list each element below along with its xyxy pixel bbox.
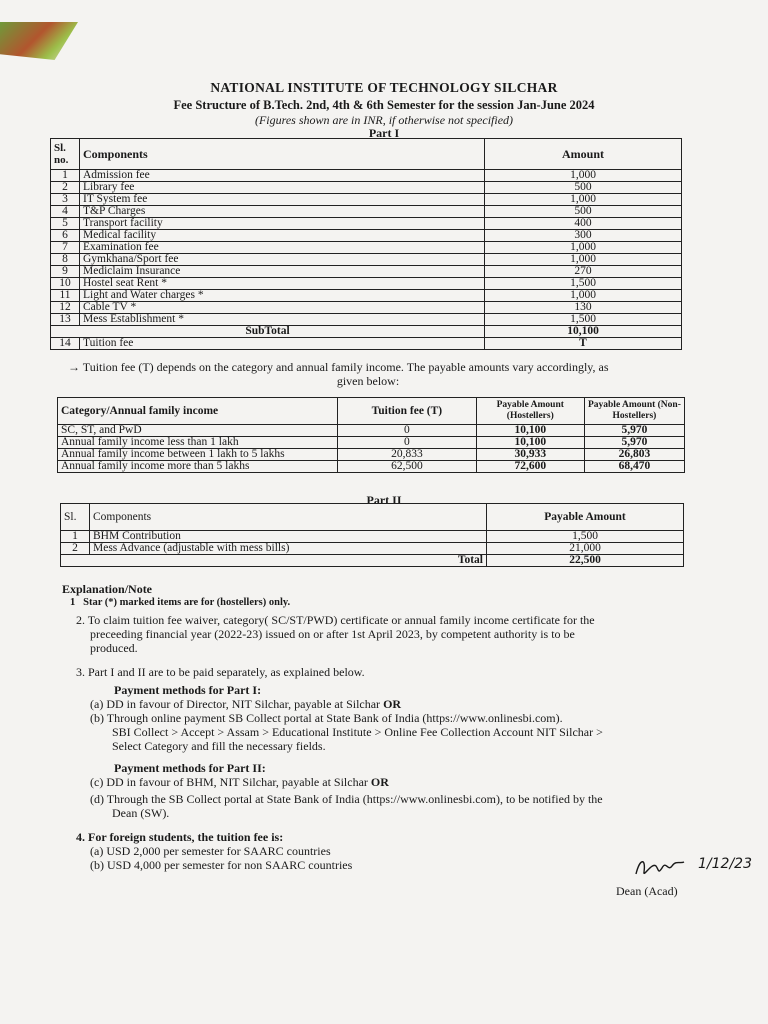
category-tuition: 0 xyxy=(338,437,477,449)
col-tuition-header: Tuition fee (T) xyxy=(338,398,477,425)
part1-table xyxy=(50,138,682,350)
row-sl: 1 xyxy=(51,170,80,182)
row-sl: 7 xyxy=(51,242,80,254)
institute-title: NATIONAL INSTITUTE OF TECHNOLOGY SILCHAR xyxy=(210,80,558,95)
row-component: T&P Charges xyxy=(80,206,485,218)
row-amount: 1,000 xyxy=(485,194,682,206)
part1-title: Part I xyxy=(368,126,400,140)
part2-rows xyxy=(61,531,684,555)
payment-c-num: (c) xyxy=(90,775,104,789)
payment-c xyxy=(90,775,702,789)
row-sl: 11 xyxy=(51,290,80,302)
row-component: Gymkhana/Sport fee xyxy=(80,254,485,266)
payment-d xyxy=(90,792,702,820)
arrow-icon: → xyxy=(68,360,80,374)
payment-b-line1: Through online payment SB Collect portal at State Bank of India (https://www.onlinesbi.com). xyxy=(106,711,563,725)
payment-a-or: OR xyxy=(383,697,402,711)
category-tuition: 0 xyxy=(338,425,477,437)
note-2-line2: preceeding financial year (2022-23) issued on or after 1st April 2023, by competent authority is to be xyxy=(90,627,575,641)
p2-row-component: BHM Contribution xyxy=(90,531,487,543)
category-rows xyxy=(58,425,685,473)
category-row xyxy=(58,437,685,449)
tuition-note-line1: Tuition fee (T) depends on the category and annual family income. The payable amounts vary accordingly, as xyxy=(82,360,609,374)
col-amount-header: Amount xyxy=(485,139,682,170)
category-row xyxy=(58,425,685,437)
note-3 xyxy=(76,665,702,679)
category-header-row xyxy=(58,398,685,425)
explanation-notes xyxy=(62,582,702,872)
row-sl: 8 xyxy=(51,254,80,266)
row-component: Light and Water charges * xyxy=(80,290,485,302)
p2-row-amount: 21,000 xyxy=(487,543,684,555)
part2-header-row xyxy=(61,504,684,531)
row-sl: 13 xyxy=(51,314,80,326)
row-amount: 1,500 xyxy=(485,278,682,290)
category-tuition: 20,833 xyxy=(338,449,477,461)
payment-part1-heading: Payment methods for Part I: xyxy=(114,683,262,697)
p2-col-components-header: Components xyxy=(90,504,487,531)
part2-total-row xyxy=(61,555,684,567)
row-sl: 10 xyxy=(51,278,80,290)
row-sl: 12 xyxy=(51,302,80,314)
row-amount: 130 xyxy=(485,302,682,314)
subtotal-value: 10,100 xyxy=(485,326,682,338)
subtotal-label: SubTotal xyxy=(51,326,485,338)
p2-row-component: Mess Advance (adjustable with mess bills) xyxy=(90,543,487,555)
part2-row xyxy=(61,531,684,543)
part1-row xyxy=(51,254,682,266)
payment-b xyxy=(90,711,702,753)
part1-row xyxy=(51,278,682,290)
note-4-text: For foreign students, the tuition fee is: xyxy=(88,830,284,844)
part1-row xyxy=(51,206,682,218)
category-tuition: 62,500 xyxy=(338,461,477,473)
part2-row xyxy=(61,543,684,555)
note-3-num: 3. xyxy=(76,665,85,679)
row-component: Hostel seat Rent * xyxy=(80,278,485,290)
row-amount: 1,000 xyxy=(485,170,682,182)
col-sl-header: Sl. no. xyxy=(51,139,80,170)
part1-row xyxy=(51,302,682,314)
part1-row xyxy=(51,182,682,194)
p2-row-sl: 2 xyxy=(61,543,90,555)
note-4b: (b) USD 4,000 per semester for non SAARC countries xyxy=(90,858,353,872)
note-1-text: Star (*) marked items are for (hostellers) only. xyxy=(83,597,291,608)
col-category-header: Category/Annual family income xyxy=(58,398,338,425)
payment-d-num: (d) xyxy=(90,792,104,806)
part2-total-label: Total xyxy=(61,555,487,567)
row-sl: 5 xyxy=(51,218,80,230)
row-component: Examination fee xyxy=(80,242,485,254)
category-name: Annual family income less than 1 lakh xyxy=(58,437,338,449)
category-row xyxy=(58,449,685,461)
payment-a xyxy=(90,697,702,711)
category-name: SC, ST, and PwD xyxy=(58,425,338,437)
row-component: Cable TV * xyxy=(80,302,485,314)
part2-table xyxy=(60,503,684,567)
row-amount: 500 xyxy=(485,206,682,218)
tuition-note xyxy=(68,360,708,388)
payment-b-line2: SBI Collect > Accept > Assam > Educational Institute > Online Fee Collection Account NIT Silchar > xyxy=(112,725,603,739)
row-component: Mess Establishment * xyxy=(80,314,485,326)
note-4a: (a) USD 2,000 per semester for SAARC countries xyxy=(90,844,331,858)
category-non-hostellers: 68,470 xyxy=(584,461,684,473)
category-non-hostellers: 26,803 xyxy=(584,449,684,461)
payment-a-num: (a) xyxy=(90,697,104,711)
signature xyxy=(632,852,752,887)
row-component: Medical facility xyxy=(80,230,485,242)
part1-row xyxy=(51,194,682,206)
payment-b-num: (b) xyxy=(90,711,104,725)
col-hostellers-header: Payable Amount (Hostellers) xyxy=(476,398,584,425)
payment-d-line2: Dean (SW). xyxy=(112,806,170,820)
signature-date: 1/12/23 xyxy=(698,856,752,872)
row-amount: 300 xyxy=(485,230,682,242)
row-amount: 1,500 xyxy=(485,314,682,326)
category-non-hostellers: 5,970 xyxy=(584,425,684,437)
row-component: Mediclaim Insurance xyxy=(80,266,485,278)
category-row xyxy=(58,461,685,473)
payment-c-text: DD in favour of BHM, NIT Silchar, payable at Silchar xyxy=(106,775,368,789)
notes-heading: Explanation/Note xyxy=(62,582,153,596)
row-sl: 2 xyxy=(51,182,80,194)
tuition-sl: 14 xyxy=(51,338,80,350)
p2-col-sl-header: Sl. xyxy=(61,504,90,531)
tuition-label: Tuition fee xyxy=(80,338,485,350)
row-amount: 270 xyxy=(485,266,682,278)
part1-row xyxy=(51,314,682,326)
row-sl: 9 xyxy=(51,266,80,278)
category-hostellers: 10,100 xyxy=(476,425,584,437)
tuition-row xyxy=(51,338,682,350)
payment-part2-heading: Payment methods for Part II: xyxy=(114,761,266,775)
part1-row xyxy=(51,170,682,182)
category-hostellers: 10,100 xyxy=(476,437,584,449)
note-1-num: 1 xyxy=(70,597,76,608)
row-component: Transport facility xyxy=(80,218,485,230)
tuition-note-line2: given below: xyxy=(336,374,400,388)
p2-row-sl: 1 xyxy=(61,531,90,543)
part1-header-row xyxy=(51,139,682,170)
note-2 xyxy=(76,613,702,655)
row-amount: 1,000 xyxy=(485,254,682,266)
row-amount: 1,000 xyxy=(485,242,682,254)
part1-row xyxy=(51,290,682,302)
payment-b-line3: Select Category and fill the necessary fields. xyxy=(112,739,326,753)
col-components-header: Components xyxy=(80,139,485,170)
category-hostellers: 30,933 xyxy=(476,449,584,461)
row-component: IT System fee xyxy=(80,194,485,206)
note-2-num: 2. xyxy=(76,613,85,627)
row-sl: 4 xyxy=(51,206,80,218)
note-4 xyxy=(76,830,702,844)
row-sl: 3 xyxy=(51,194,80,206)
note-1 xyxy=(70,596,702,610)
part2-title: Part II xyxy=(366,493,402,507)
category-hostellers: 72,600 xyxy=(476,461,584,473)
note-3-text: Part I and II are to be paid separately, as explained below. xyxy=(88,665,365,679)
row-sl: 6 xyxy=(51,230,80,242)
category-non-hostellers: 5,970 xyxy=(584,437,684,449)
category-name: Annual family income between 1 lakh to 5 lakhs xyxy=(58,449,338,461)
note-2-line1: To claim tuition fee waiver, category( SC/ST/PWD) certificate or annual family income certificate for the xyxy=(87,613,595,627)
payment-a-text: DD in favour of Director, NIT Silchar, payable at Silchar xyxy=(106,697,381,711)
row-component: Admission fee xyxy=(80,170,485,182)
p2-col-amount-header: Payable Amount xyxy=(487,504,684,531)
part1-row xyxy=(51,242,682,254)
note-4-num: 4. xyxy=(76,830,85,844)
part1-row xyxy=(51,218,682,230)
subtotal-row xyxy=(51,326,682,338)
row-amount: 400 xyxy=(485,218,682,230)
row-amount: 500 xyxy=(485,182,682,194)
category-name: Annual family income more than 5 lakhs xyxy=(58,461,338,473)
row-amount: 1,000 xyxy=(485,290,682,302)
figures-note: (Figures shown are in INR, if otherwise not specified) xyxy=(254,113,514,127)
part1-row xyxy=(51,266,682,278)
col-non-hostellers-header: Payable Amount (Non-Hostellers) xyxy=(584,398,684,425)
p2-row-amount: 1,500 xyxy=(487,531,684,543)
dean-designation: Dean (Acad) xyxy=(616,884,678,898)
note-2-line3: produced. xyxy=(90,641,138,655)
tuition-value: T xyxy=(485,338,682,350)
category-table xyxy=(57,397,685,473)
row-component: Library fee xyxy=(80,182,485,194)
payment-d-line1: Through the SB Collect portal at State Bank of India (https://www.onlinesbi.com), to be notified by the xyxy=(106,792,603,806)
part1-rows xyxy=(51,170,682,326)
part1-row xyxy=(51,230,682,242)
document-subtitle: Fee Structure of B.Tech. 2nd, 4th & 6th Semester for the session Jan-June 2024 xyxy=(173,98,595,112)
payment-c-or: OR xyxy=(370,775,389,789)
part2-total-value: 22,500 xyxy=(487,555,684,567)
